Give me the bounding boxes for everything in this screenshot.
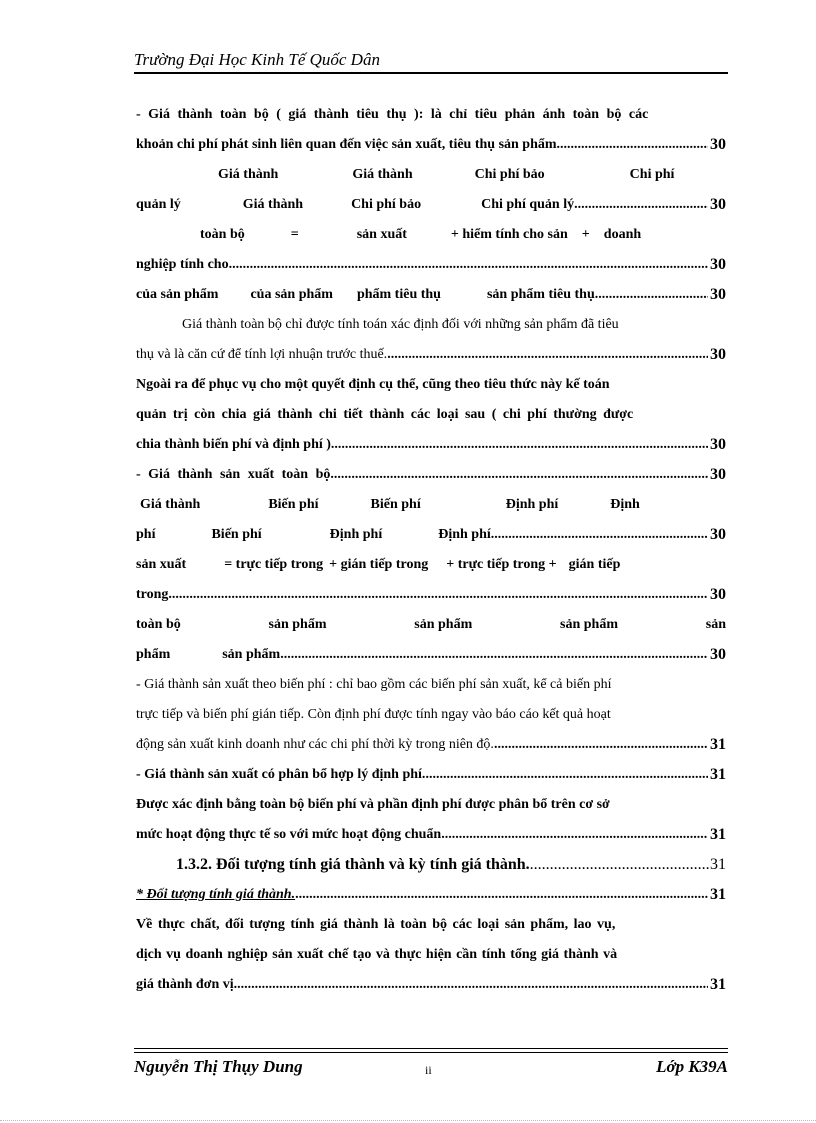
toc-line[interactable] (136, 636, 726, 666)
formula-term: + (581, 227, 590, 242)
formula-term: Biến phí (268, 497, 319, 512)
formula-term: + gián tiếp trong (329, 557, 429, 572)
formula-term: sản phẩm (414, 617, 473, 632)
toc-text: khoản chi phí phát sinh liên quan đến việc sản xuất, tiêu thụ sản phẩm. (136, 137, 561, 152)
toc-line (136, 366, 726, 396)
footer-divider (134, 1048, 728, 1053)
toc-page-number: 30 (710, 586, 726, 603)
toc-leader-dots (387, 344, 708, 366)
formula-line (136, 156, 726, 186)
toc-line[interactable] (136, 576, 726, 606)
toc-text: trong (136, 587, 169, 602)
formula-term: sản (705, 617, 726, 632)
toc-leader-dots (445, 824, 708, 846)
formula-term: sản phẩm (560, 617, 618, 632)
formula-term: Biến phí (211, 527, 262, 542)
footer-author: Nguyễn Thị Thụy Dung (134, 1057, 303, 1076)
toc-line[interactable] (136, 276, 726, 306)
toc-page-number: 30 (710, 646, 726, 663)
toc-leader-dots (530, 854, 710, 876)
formula-term: phẩm tiêu thụ (356, 287, 441, 302)
toc-line (136, 666, 726, 696)
toc-page-number: 31 (710, 826, 726, 843)
formula-term: + trực tiếp trong + (446, 557, 557, 572)
toc-line[interactable] (136, 426, 726, 456)
toc-leader-dots (574, 194, 708, 216)
formula-term: toàn bộ (200, 227, 245, 242)
page-footer (134, 1054, 728, 1080)
toc-leader-dots (560, 134, 708, 156)
toc-page-number: 30 (710, 136, 726, 153)
toc-text: - Giá thành toàn bộ ( giá thành tiêu thụ ): là chỉ tiêu phản ánh toàn bộ các (136, 107, 649, 122)
toc-page-number: 30 (710, 526, 726, 543)
toc-text: Về thực chất, đối tượng tính giá thành là toàn bộ các loại sản phẩm, lao vụ, (136, 917, 616, 932)
page-bottom-border (0, 1120, 816, 1121)
toc-page-number: 30 (710, 286, 726, 303)
toc-line[interactable] (136, 816, 726, 846)
toc-leader-dots (229, 254, 708, 276)
formula-term: của sản phẩm (250, 287, 333, 302)
toc-page-number: 30 (710, 466, 726, 483)
toc-section-heading[interactable] (136, 846, 726, 876)
toc-line[interactable] (136, 186, 726, 216)
toc-page-number: 30 (710, 436, 726, 453)
formula-term: Giá thành (140, 497, 201, 512)
formula-term: = (290, 227, 299, 242)
toc-line[interactable] (136, 126, 726, 156)
formula-term: Chi phí bảo (351, 197, 422, 212)
formula-term: Định phí (438, 527, 491, 542)
formula-term: + hiểm tính cho sản (450, 227, 568, 242)
footer-page-number: ii (425, 1063, 432, 1077)
page-header (134, 48, 728, 74)
toc-leader-dots (334, 464, 708, 486)
toc-line[interactable] (136, 726, 726, 756)
formula-term: doanh (603, 227, 642, 242)
formula-term: Biến phí (370, 497, 421, 512)
formula-term: Chi phí bảo (474, 167, 545, 182)
toc-leader-dots (595, 284, 708, 306)
formula-term: sản xuất (356, 227, 407, 242)
formula-term: = trực tiếp trong (224, 557, 324, 572)
toc-page-number: 31 (710, 736, 726, 753)
toc-leader-dots (491, 524, 708, 546)
toc-page-number: 30 (710, 256, 726, 273)
formula-term: phí (136, 527, 156, 542)
toc-leader-dots (237, 974, 708, 996)
toc-leader-dots (425, 764, 708, 786)
toc-line[interactable] (136, 966, 726, 996)
toc-text: thụ và là căn cứ để tính lợi nhuận trước thuế. (136, 347, 388, 362)
formula-term: Định phí (505, 497, 559, 512)
formula-term: Giá thành (352, 167, 413, 182)
toc-page-number: 30 (710, 196, 726, 213)
formula-term: của sản phẩm (136, 287, 219, 302)
toc-text: mức hoạt động thực tế so với mức hoạt động chuẩn. (136, 827, 445, 842)
header-title: Trường Đại Học Kinh Tế Quốc Dân (134, 50, 380, 69)
toc-line (136, 936, 726, 966)
footer-class: Lớp K39A (656, 1057, 728, 1076)
formula-term: quản lý (136, 197, 181, 212)
formula-line (136, 486, 726, 516)
formula-term: Định (610, 497, 640, 512)
toc-text: Ngoài ra để phục vụ cho một quyết định cụ thể, cũng theo tiêu thức này kế toán (136, 377, 610, 392)
toc-line[interactable] (136, 876, 726, 906)
formula-line (136, 546, 726, 576)
formula-row (136, 614, 726, 636)
toc-leader-dots (280, 644, 708, 666)
formula-term: Chi phí quản lý (481, 197, 575, 212)
toc-page-number: 30 (710, 346, 726, 363)
toc-page-number: 31 (710, 886, 726, 903)
formula-term: sản xuất (136, 557, 187, 572)
toc-text: động sản xuất kinh doanh như các chi phí thời kỳ trong niên độ. (136, 737, 494, 752)
formula-term: Định phí (329, 527, 383, 542)
toc-line (136, 306, 726, 336)
toc-leader-dots (494, 734, 708, 756)
toc-content (136, 96, 726, 996)
formula-term: sản phẩm (222, 647, 281, 662)
formula-term: gián tiếp (568, 557, 621, 572)
toc-leader-dots (334, 434, 708, 456)
toc-line (136, 906, 726, 936)
toc-page-number: 31 (710, 976, 726, 993)
formula-line (136, 216, 726, 246)
toc-line (136, 696, 726, 726)
toc-line[interactable] (136, 516, 726, 546)
formula-term: sản phẩm tiêu thụ (486, 287, 595, 302)
toc-line[interactable] (136, 756, 726, 786)
formula-term: Giá thành (218, 167, 279, 182)
toc-text: - Giá thành sản xuất theo biến phí : chỉ bao gồm các biến phí sản xuất, kể cả biến phí (136, 677, 612, 692)
formula-term: toàn bộ (136, 617, 181, 632)
toc-text: - Giá thành sản xuất có phân bổ hợp lý định phí. (136, 767, 426, 782)
toc-leader-dots (295, 884, 708, 906)
toc-line[interactable] (136, 246, 726, 276)
toc-text: quản trị còn chia giá thành chi tiết thành các loại sau ( chi phí thường được (136, 407, 634, 422)
toc-text: chia thành biến phí và định phí ). (136, 437, 335, 452)
toc-line (136, 786, 726, 816)
toc-text: trực tiếp và biến phí gián tiếp. Còn định phí được tính ngay vào báo cáo kết quả hoạt (136, 707, 611, 722)
toc-line (136, 96, 726, 126)
formula-term: Giá thành (242, 197, 304, 212)
formula-term: Chi phí (629, 167, 675, 182)
toc-text: - Giá thành sản xuất toàn bộ. (136, 467, 334, 482)
formula-term: sản phẩm (268, 617, 327, 632)
toc-page-number: 31 (710, 766, 726, 783)
formula-term: phẩm (136, 647, 171, 662)
formula-line (136, 606, 726, 636)
toc-text: 1.3.2. Đối tượng tính giá thành và kỳ tính giá thành. (176, 856, 530, 873)
toc-text: giá thành đơn vị. (136, 977, 238, 992)
toc-line[interactable] (136, 456, 726, 486)
toc-leader-dots (168, 584, 708, 606)
toc-text: dịch vụ doanh nghiệp sản xuất chế tạo và thực hiện cần tính tổng giá thành và (136, 947, 618, 962)
toc-text: Được xác định bằng toàn bộ biến phí và phần định phí được phân bổ trên cơ sở (136, 797, 610, 812)
toc-page-number: 31 (710, 856, 726, 873)
toc-line[interactable] (136, 336, 726, 366)
toc-text: * Đối tượng tính giá thành. (136, 887, 296, 902)
toc-text: nghiệp tính cho (136, 257, 229, 272)
toc-line (136, 396, 726, 426)
toc-text: Giá thành toàn bộ chỉ được tính toán xác định đối với những sản phẩm đã tiêu (182, 317, 619, 332)
